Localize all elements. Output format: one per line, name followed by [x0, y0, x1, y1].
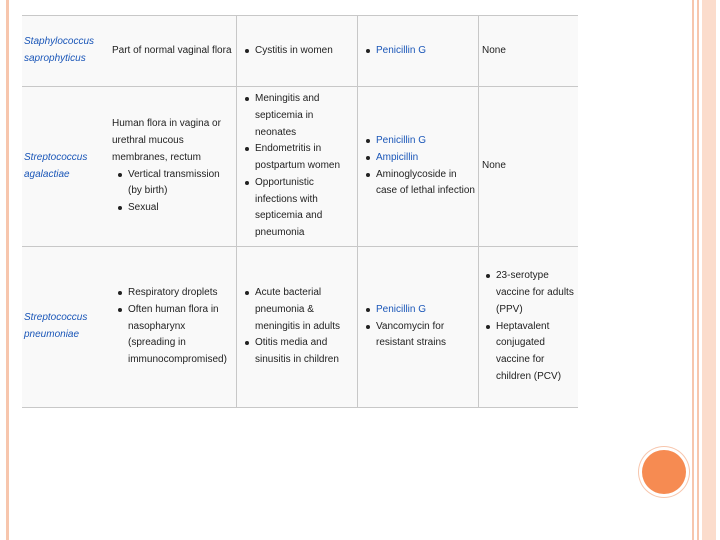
decorative-circle — [642, 450, 686, 494]
list-item[interactable]: Penicillin G — [365, 302, 475, 319]
prevention-cell — [485, 247, 575, 407]
disease-cell — [244, 87, 354, 246]
list-item: 23-serotype vaccine for adults (PPV) — [485, 268, 575, 318]
right-rail-3 — [702, 0, 716, 540]
left-rail — [6, 0, 9, 540]
prevention-cell: None — [482, 44, 506, 56]
right-rail-2 — [697, 0, 699, 540]
list-item: Endometritis in postpartum women — [244, 141, 354, 175]
reservoir-text: Human flora in vagina or urethral mucous membranes, rectum — [112, 118, 221, 163]
list-item: Acute bacterial pneumonia & meningitis in adults — [244, 285, 354, 335]
list-item: Vancomycin for resistant strains — [365, 319, 475, 353]
list-item[interactable]: Ampicillin — [365, 150, 475, 167]
reservoir-cell — [112, 87, 232, 246]
list-item: Heptavalent conjugated vaccine for children (PCV) — [485, 319, 575, 386]
list-item[interactable]: Penicillin G — [365, 43, 475, 60]
treatment-cell — [365, 16, 475, 86]
list-item: Aminoglycoside in case of lethal infection — [365, 167, 475, 201]
disease-cell — [244, 16, 354, 86]
table-row — [22, 87, 578, 247]
list-item: Cystitis in women — [244, 43, 354, 60]
reservoir-cell: Part of normal vaginal flora — [112, 44, 232, 56]
list-item: Otitis media and sinusitis in children — [244, 335, 354, 369]
organism-cell[interactable]: Staphylococcus saprophyticus — [24, 36, 95, 64]
list-item: Respiratory droplets — [117, 285, 234, 302]
list-item[interactable]: Penicillin G — [365, 133, 475, 150]
disease-cell — [244, 247, 354, 407]
bacteria-table — [22, 15, 578, 408]
treatment-cell — [365, 247, 475, 407]
transmission-cell — [112, 247, 234, 407]
organism-cell[interactable]: Streptococcus pneumoniae — [24, 312, 88, 340]
list-item: Opportunistic infections with septicemia and pneumonia — [244, 175, 354, 242]
list-item: Often human flora in nasopharynx (spreading in immunocompromised) — [117, 302, 234, 369]
table-row — [22, 16, 578, 87]
right-rail-1 — [692, 0, 694, 540]
list-item: Meningitis and septicemia in neonates — [244, 91, 354, 141]
table-row — [22, 247, 578, 407]
list-item: Sexual — [117, 200, 232, 217]
prevention-cell: None — [482, 160, 506, 172]
list-item: Vertical transmission (by birth) — [117, 167, 232, 201]
organism-cell[interactable]: Streptococcus agalactiae — [24, 151, 88, 180]
treatment-cell — [365, 87, 475, 246]
